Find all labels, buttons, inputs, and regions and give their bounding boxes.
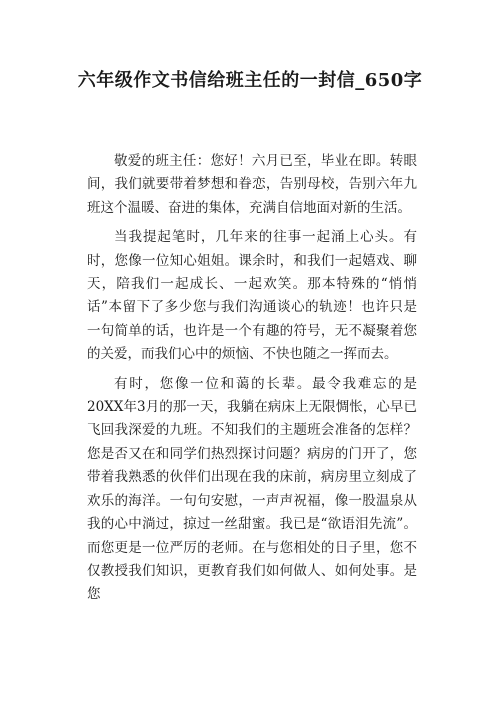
- paragraph: 当我提起笔时，几年来的往事一起涌上心头。有时，您像一位知心姐姐。课余时，和我们一起嬉戏、聊天，陪我们一起成长、一起欢笑。那本特殊的“悄悄话”本留下了多少您与我们沟通谈心的轨迹！也许只是一句简单的话，也许是一个有趣的符号，无不凝聚着您的关爱，而我们心中的烦恼、不快也随之一挥而去。: [87, 229, 417, 363]
- paragraph: 敬爱的班主任：您好！六月已至，毕业在即。转眼间，我们就要带着梦想和眷恋，告别母校，告别六年九班这个温暖、奋进的集体，充满自信地面对新的生活。: [87, 153, 417, 216]
- paragraph: 有时，您像一位和蔼的长辈。最令我难忘的是20XX年3月的那一天，我躺在病床上无限惆怅，心早已飞回我深爱的九班。不知我们的主题班会准备的怎样？您是否又在和同学们热烈探讨问题？病房的门开了，您带着我熟悉的伙伴们出现在我的床前，病房里立刻成了欢乐的海洋。一句句安慰，一声声祝福，像一股温泉从我的心中淌过，掠过一丝甜蜜。我已是“欲语泪先流”。而您更是一位严厉的老师。在与您相处的日子里，您不仅教授我们知识，更教育我们如何做人、如何处事。是您: [87, 375, 417, 603]
- document-title: 六年级作文书信给班主任的一封信_650字: [77, 70, 423, 91]
- document-body: [87, 150, 417, 613]
